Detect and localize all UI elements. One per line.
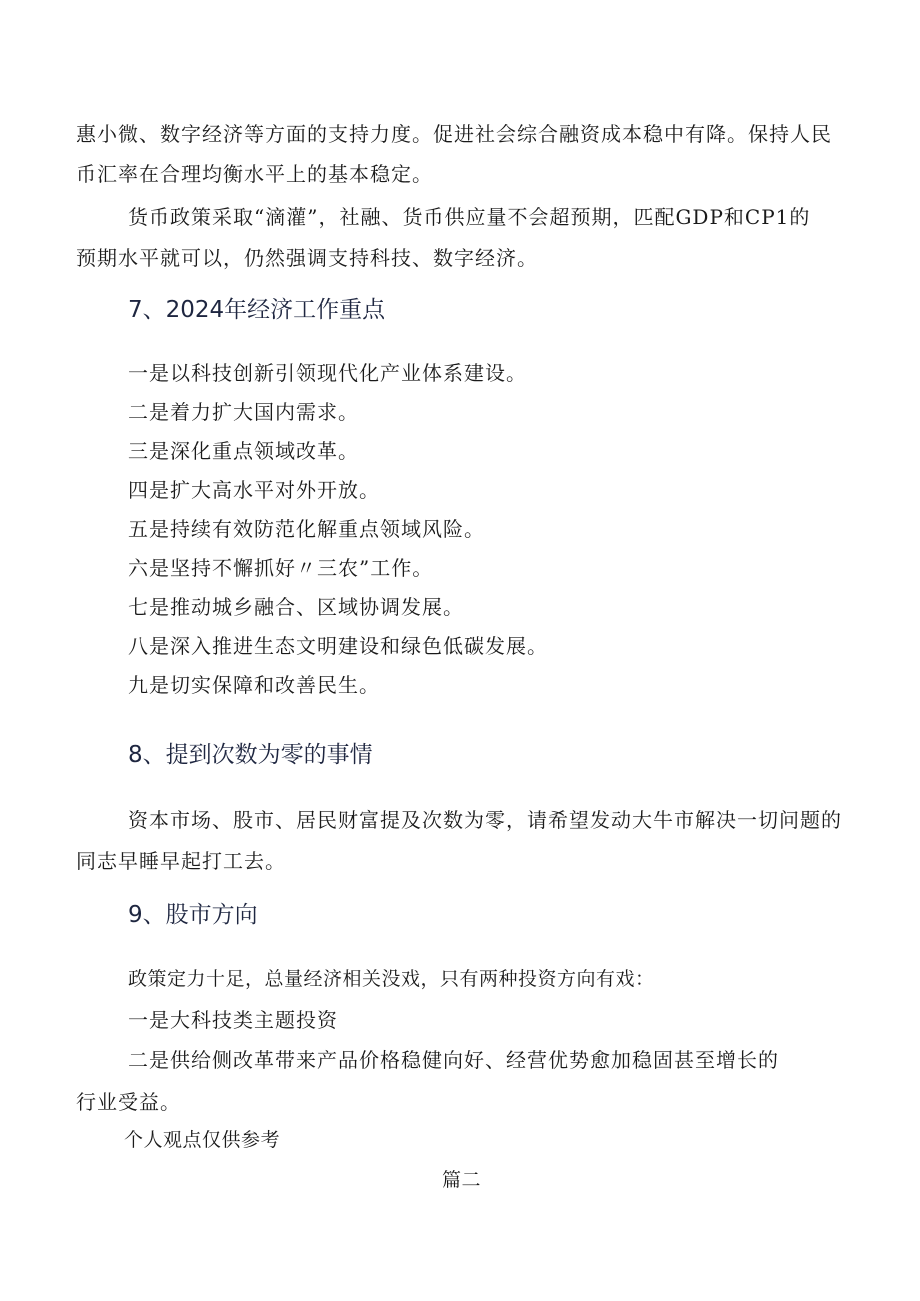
section-7-item-9: 九是切实保障和改善民生。 bbox=[128, 673, 380, 697]
section-8-line-1: 资本市场、股市、居民财富提及次数为零，请希望发动大牛市解决一切问题的 bbox=[128, 808, 842, 832]
section-9-heading: 9、股市方向 bbox=[128, 902, 258, 928]
section-7-heading: 7、2024年经济工作重点 bbox=[128, 297, 386, 323]
monetary-line-1: 货币政策采取“滴灌”，社融、货币供应量不会超预期，匹配GDP和CP1的 bbox=[128, 205, 811, 229]
section-7-item-6: 六是坚持不懈抓好〃三农”工作。 bbox=[128, 556, 434, 580]
section-9-intro: 政策定力十足，总量经济相关没戏，只有两种投资方向有戏： bbox=[128, 968, 655, 990]
section-8-heading: 8、提到次数为零的事情 bbox=[128, 742, 373, 768]
section-7-item-7: 七是推动城乡融合、区域协调发展。 bbox=[128, 595, 464, 619]
section-7-item-2: 二是着力扩大国内需求。 bbox=[128, 400, 359, 424]
section-9-item-2-line-2: 行业受益。 bbox=[76, 1090, 181, 1114]
section-9-note: 个人观点仅供参考 bbox=[124, 1129, 281, 1151]
section-9-item-2-line-1: 二是供给侧改革带来产品价格稳健向好、经营优势愈加稳固甚至增长的 bbox=[128, 1048, 779, 1072]
intro-line-1: 惠小微、数字经济等方面的支持力度。促进社会综合融资成本稳中有降。保持人民 bbox=[76, 122, 832, 146]
monetary-line-2: 预期水平就可以，仍然强调支持科技、数字经济。 bbox=[76, 246, 538, 270]
intro-line-2: 币汇率在合理均衡水平上的基本稳定。 bbox=[76, 162, 433, 186]
section-8-line-2: 同志早睡早起打工去。 bbox=[76, 849, 286, 873]
section-7-item-5: 五是持续有效防范化解重点领域风险。 bbox=[128, 517, 485, 541]
section-7-item-8: 八是深入推进生态文明建设和绿色低碳发展。 bbox=[128, 634, 548, 658]
section-9-item-1: 一是大科技类主题投资 bbox=[128, 1008, 338, 1032]
section-7-item-3: 三是深化重点领域改革。 bbox=[128, 439, 359, 463]
section-7-item-4: 四是扩大高水平对外开放。 bbox=[128, 478, 380, 502]
section-7-item-1: 一是以科技创新引领现代化产业体系建设。 bbox=[128, 361, 527, 385]
footer-label: 篇二 bbox=[442, 1169, 482, 1191]
